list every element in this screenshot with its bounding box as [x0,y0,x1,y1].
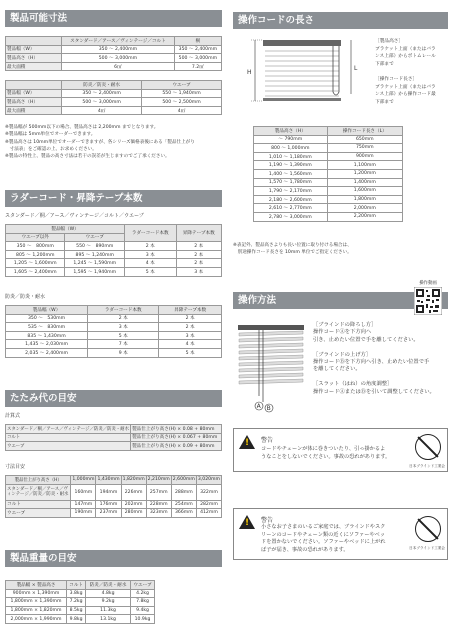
table-row: コルト 製品仕上がり高さ(H) × 0.067 + 80mm [6,433,222,442]
table-row: 製品幅（W） 350 ～ 2,400mm 350 ～ 2,400mm [6,45,222,54]
warning-caption: 日本ブラインド工業会 [409,546,445,550]
table-row: 1,010 ～ 1,180mm 900mm [254,152,403,161]
ladder-section-header: ラダーコード・昇降テープ本数 [5,190,222,207]
blind-operation-diagram [233,322,309,414]
table-row: 1,570 ～ 1,780mm 1,400mm [254,178,403,187]
weight-table: 製品幅 × 製品高さ コルト 防炎／防炎・耐水 ウエーブ 900mm × 1,390mm 3.8kg 4.8kg 4.2kg 1,800mm × 1,390mm 7.2kg 9.2kg 7.8kg 1,800mm × 1,820mm 8.5kg 11.3kg 9.4kg 2,000mm × 1,990mm 9.8kg 13.1kg 10.9kg [5,580,155,624]
table-row: スタンダード／桐／アース／ヴィンテージ／防炎／防炎・耐水 160mm 194mm 226mm 257mm 288mm 322mm [6,484,222,500]
table-row: 1,800mm × 1,820mm 8.5kg 11.3kg 9.4kg [6,606,155,615]
warning-text: 小さなお子さまのいるご家庭では、ブラインドやスク リーンのコードやチェーン類の近くにソファーやベッ ドを置かないでください。ソファーやベッドに上がれ ば子が届き、事故の恐れがあります。 [261,524,386,553]
size-table-2 [5,80,222,115]
table-row: 2,780 ～ 3,000mm 2,200mm [254,212,403,221]
warning-text: コードやチェーンが体に巻きついたり、引っ掛かるよ うなことをしないでください。事故の恐れがあります。 [261,446,391,460]
warning-box-2 [233,508,448,560]
table-row: 350 ～ 530mm 2 本 2 本 [6,314,222,323]
size-col-head: 桐 [174,37,221,46]
table-row: 535 ～ 830mm 3 本 2 本 [6,323,222,332]
table-row: 835 ～ 1,430mm 5 本 3 本 [6,331,222,340]
size-section-header: 製品可能寸法 [5,10,222,27]
fold-dims-label: 寸法目安 [5,464,26,470]
table-row: 350 ～ 800mm 550 ～ 890mm 2 本 2 本 [6,242,222,251]
table-row: 805 ～ 1,200mm 895 ～ 1,240mm 3 本 2 本 [6,250,222,259]
prohibition-icon [415,434,441,460]
ladder-table-1: 製品幅（W） ラダーコード本数 昇降テープ本数 ウエーブ以外 ウエーブ 350 ～ 800mm 550 ～ 890mm 2 本 2 本 805 ～ 1,200mm 895 ～ 1,240mm 3 本 2 本 1,205 ～ 1,600mm 1,245 ～ 1,590mm 4 本 2 本 1,605 ～ 2,400mm 1,595 ～ 1,940mm 5 本 3 本 [5,224,222,277]
table-row: 2,000mm × 1,990mm 9.8kg 13.1kg 10.9kg [6,615,155,624]
fold-formula-label: 計算式 [5,413,21,419]
table-row: 1,190 ～ 1,390mm 1,100mm [254,161,403,170]
ladder-subtitle-2: 防炎／防炎・耐水 [5,294,46,300]
table-row: 1,435 ～ 2,030mm 7 本 4 本 [6,340,222,349]
ladder-subtitle: スタンダード／桐／アース／ヴィンテージ／コルト／ウエーブ [5,213,144,219]
table-row: 製品高さ（H） 500 ～ 3,000mm 500 ～ 3,000mm [6,54,222,63]
table-row: ウエーブ 190mm 237mm 280mm 323mm 366mm 412mm [6,509,222,518]
table-row: 1,605 ～ 2,400mm 1,595 ～ 1,940mm 5 本 3 本 [6,267,222,276]
table-row: スタンダード／桐／アース／ヴィンテージ／防炎／防炎・耐水 製品仕上がり高さ(H) × 0.08 + 80mm [6,425,222,434]
operation-instructions: ［ブラインドの降ろし方］ 操作コードⒶを下方向へ 引き、止めたい位置で手を離してください。 ［ブラインドの上げ方］ 操作コードⒷを下方向へ引き、止めたい位置で手 を離してください。 ［スラット（はね）の角度調整］ 操作コードⒶまたはⒷを引いて調整してください。 [313,322,435,395]
diagram-label-l: L [354,65,358,72]
table-row: ～ 790mm 650mm [254,135,403,144]
table-row: コルト 147mm 176mm 202mm 228mm 254mm 282mm [6,500,222,509]
warning-title: 警告 [261,517,274,524]
size-col-head: 防炎／防炎・耐水 [62,81,142,90]
prohibition-icon [415,516,441,542]
cord-legend: ［製品高さ］ ブラケット上面（またはバラ ンス上部）からボトムレール 下部まで ［操作コード長さ］ ブラケット上面（またはバラ ンス上部）から操作コード最 下部まで [375,39,436,105]
fold-formula-table [5,424,222,451]
table-row: 1,205 ～ 1,600mm 1,245 ～ 1,590mm 4 本 2 本 [6,259,222,268]
table-row: 製品幅（W） 350 ～ 2,400mm 550 ～ 1,940mm [6,89,222,98]
table-row: 2,610 ～ 2,770mm 2,000mm [254,204,403,213]
size-table-1 [5,36,222,71]
warning-box-1 [233,428,448,472]
diagram-label-b: B [266,405,271,413]
warning-triangle-icon: ! [239,435,255,449]
table-row: 2,180 ～ 2,600mm 1,800mm [254,195,403,204]
ladder-table-2: 製品幅（W） ラダーコード本数 昇降テープ本数 350 ～ 530mm 2 本 2 本 535 ～ 830mm 3 本 2 本 835 ～ 1,430mm 5 本 3 本 1,435 ～ 2,030mm 7 本 4 本 2,035 ～ 2,400mm 9 本 5 本 [5,305,222,358]
size-notes: ※製品幅が 500mm以下の場合、製品高さは 2,200mm までとなります。 ※製品幅は 5mm単位でオーダーできます。 ※製品高さは 10mm単位でオーダーできますが、各シリーズ価格表後にある「製品仕上がり 寸法表」をご確認の上、お求めください。 ※製品の特性上、製品の高さ寸法は若干の誤差が生じますのでご了承ください。 [5,125,195,160]
table-row: 900mm × 1,390mm 3.8kg 4.8kg 4.2kg [6,589,155,598]
table-row: 最大面積 6㎡ 7.2㎡ [6,62,222,71]
operation-section-header: 操作方法 [233,292,448,309]
warning-title: 警告 [261,437,274,444]
cord-length-diagram [233,34,373,124]
table-row: ウエーブ 製品仕上がり高さ(H) × 0.09 + 80mm [6,442,222,451]
cord-section-header: 操作コードの長さ [233,12,448,29]
qr-code-icon[interactable] [414,287,442,315]
fold-section-header: たたみ代の目安 [5,390,222,407]
warning-triangle-icon: ! [239,515,255,529]
weight-section-header: 製品重量の目安 [5,550,222,567]
diagram-label-a: A [256,403,261,411]
table-row: 製品高さ（H） 500 ～ 3,000mm 500 ～ 2,500mm [6,98,222,107]
diagram-label-h: H [247,69,252,76]
table-row: 最大面積 4㎡ 4㎡ [6,106,222,115]
table-row: 2,035 ～ 2,400mm 9 本 5 本 [6,348,222,357]
cord-notes: ※表記外、製品高さよりも長い位置に取り付ける場合は、 別途操作コード長さを 10mm 単位でご指定ください。 [233,243,352,256]
table-row: 1,800mm × 1,390mm 7.2kg 9.2kg 7.8kg [6,598,155,607]
fold-dims-table: 製品仕上がり高さ（H） 1,000mm 1,430mm 1,820mm 2,210mm 2,600mm 3,020mm スタンダード／桐／アース／ヴィンテージ／防炎／防炎・耐水 160mm 194mm 226mm 257mm 288mm 322mm コルト 147mm 176mm 202mm 228mm 254mm 282mm ウエーブ 190mm 237mm 280mm 323mm 366mm 412mm [7,477,220,516]
size-col-head: ウエーブ [142,81,222,90]
size-col-head: スタンダード／アース／ヴィンテージ／コルト [62,37,175,46]
table-row: 800 ～ 1,000mm 750mm [254,144,403,153]
cord-length-table: 製品高さ（H） 操作コード長さ（L） ～ 790mm 650mm 800 ～ 1,000mm 750mm 1,010 ～ 1,180mm 900mm 1,190 ～ 1,390mm 1,100mm 1,400 ～ 1,560mm 1,200mm 1,570 ～ 1,780mm 1,400mm 1,790 ～ 2,170mm 1,600mm 2,180 ～ 2,600mm 1,800mm 2,610 ～ 2,770mm 2,000mm 2,780 ～ 3,000mm 2,200mm [253,126,403,222]
warning-caption: 日本ブラインド工業会 [409,464,445,468]
video-label: 操作動画 [419,281,437,286]
table-row: 1,400 ～ 1,560mm 1,200mm [254,169,403,178]
table-row: 1,790 ～ 2,170mm 1,600mm [254,187,403,196]
